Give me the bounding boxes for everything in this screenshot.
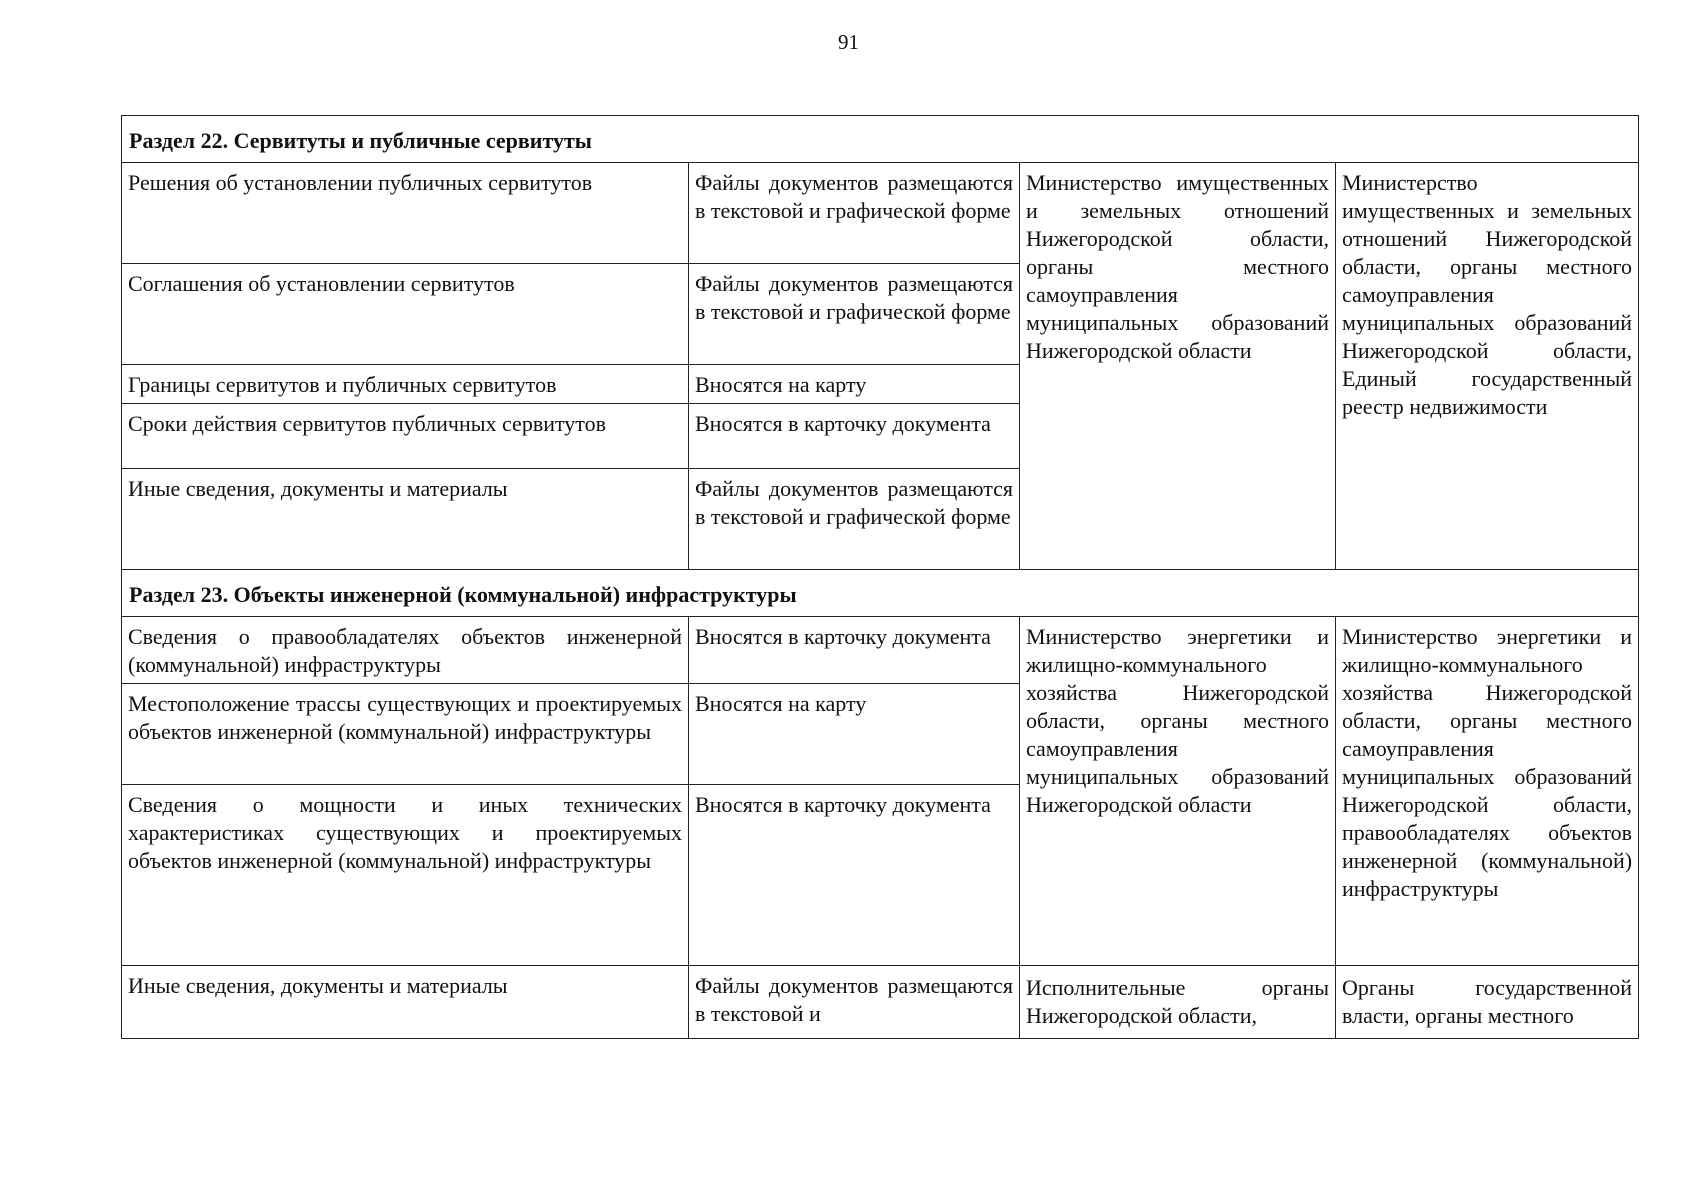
item-method: Вносятся в карточку документа [689, 617, 1020, 684]
data-sources: Министерство энергетики и жилищно-коммунального хозяйства Нижегородской области, органы местного самоуправления муниципальных образований Нижегородской области, правообладателях объектов инженерной (коммунальной) инфраструктуры [1336, 617, 1639, 966]
item-name: Решения об установлении публичных сервитутов [122, 163, 689, 264]
responsible-body: Министерство имущественных и земельных отношений Нижегородской области, органы местного самоуправления муниципальных образований Нижегородской области [1020, 163, 1336, 570]
item-method: Вносятся на карту [689, 684, 1020, 785]
page-number: 91 [838, 30, 859, 54]
item-method: Вносятся в карточку документа [689, 404, 1020, 469]
item-name: Границы сервитутов и публичных сервитутов [122, 365, 689, 404]
item-method: Файлы документов размещаются в текстовой и графической форме [689, 264, 1020, 365]
item-method: Вносятся в карточку документа [689, 785, 1020, 966]
item-name: Сведения о правообладателях объектов инженерной (коммунальной) инфраструктуры [122, 617, 689, 684]
section-title: Раздел 22. Сервитуты и публичные сервитуты [122, 116, 1639, 163]
responsible-body: Министерство энергетики и жилищно-коммунального хозяйства Нижегородской области, органы местного самоуправления муниципальных образований Нижегородской области [1020, 617, 1336, 966]
item-name: Иные сведения, документы и материалы [122, 966, 689, 1039]
data-sources: Министерство имущественных и земельных отношений Нижегородской области, органы местного самоуправления муниципальных образований Нижегородской области, Единый государственный реестр недвижимости [1336, 163, 1639, 570]
section-header-row [122, 570, 1639, 617]
section-header-row [122, 116, 1639, 163]
item-method: Вносятся на карту [689, 365, 1020, 404]
data-sources: Органы государственной власти, органы местного [1336, 966, 1639, 1039]
item-method: Файлы документов размещаются в текстовой и графической форме [689, 469, 1020, 570]
table-row [122, 966, 1639, 1039]
item-name: Сведения о мощности и иных технических характеристиках существующих и проектируемых объектов инженерной (коммунальной) инфраструктуры [122, 785, 689, 966]
responsible-body: Исполнительные органы Нижегородской области, [1020, 966, 1336, 1039]
item-method: Файлы документов размещаются в текстовой и графической форме [689, 163, 1020, 264]
item-name: Сроки действия сервитутов публичных сервитутов [122, 404, 689, 469]
table-row [122, 617, 1639, 684]
item-name: Иные сведения, документы и материалы [122, 469, 689, 570]
item-name: Соглашения об установлении сервитутов [122, 264, 689, 365]
data-table [121, 115, 1639, 1039]
item-method: Файлы документов размещаются в текстовой и [689, 966, 1020, 1039]
section-title: Раздел 23. Объекты инженерной (коммунальной) инфраструктуры [122, 570, 1639, 617]
table-row [122, 163, 1639, 264]
item-name: Местоположение трассы существующих и проектируемых объектов инженерной (коммунальной) инфраструктуры [122, 684, 689, 785]
